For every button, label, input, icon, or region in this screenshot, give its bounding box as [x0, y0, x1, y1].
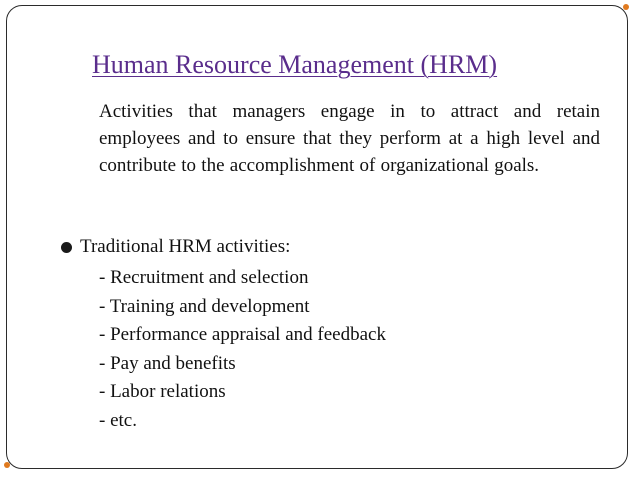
bullet-heading-row — [61, 236, 290, 258]
slide-title: Human Resource Management (HRM) — [92, 50, 498, 79]
bullet-heading: Traditional HRM activities: — [80, 236, 291, 257]
list-item: - Recruitment and selection — [99, 267, 309, 288]
corner-accent-dot-top-right — [623, 4, 629, 10]
bullet-icon — [61, 242, 72, 253]
list-item: - etc. — [99, 409, 137, 431]
list-item: - Labor relations — [99, 381, 226, 402]
definition-paragraph: Activities that managers engage in to attract and retain employees and to ensure that they perform at a high level and contribute to the accomplishment of organizational goals. — [99, 101, 600, 176]
corner-accent-dot-bottom-left — [4, 462, 10, 468]
list-item: - Performance appraisal and feedback — [99, 324, 386, 345]
activities-list — [99, 264, 386, 435]
list-item: - Training and development — [99, 295, 310, 317]
list-item: - Pay and benefits — [99, 352, 236, 374]
